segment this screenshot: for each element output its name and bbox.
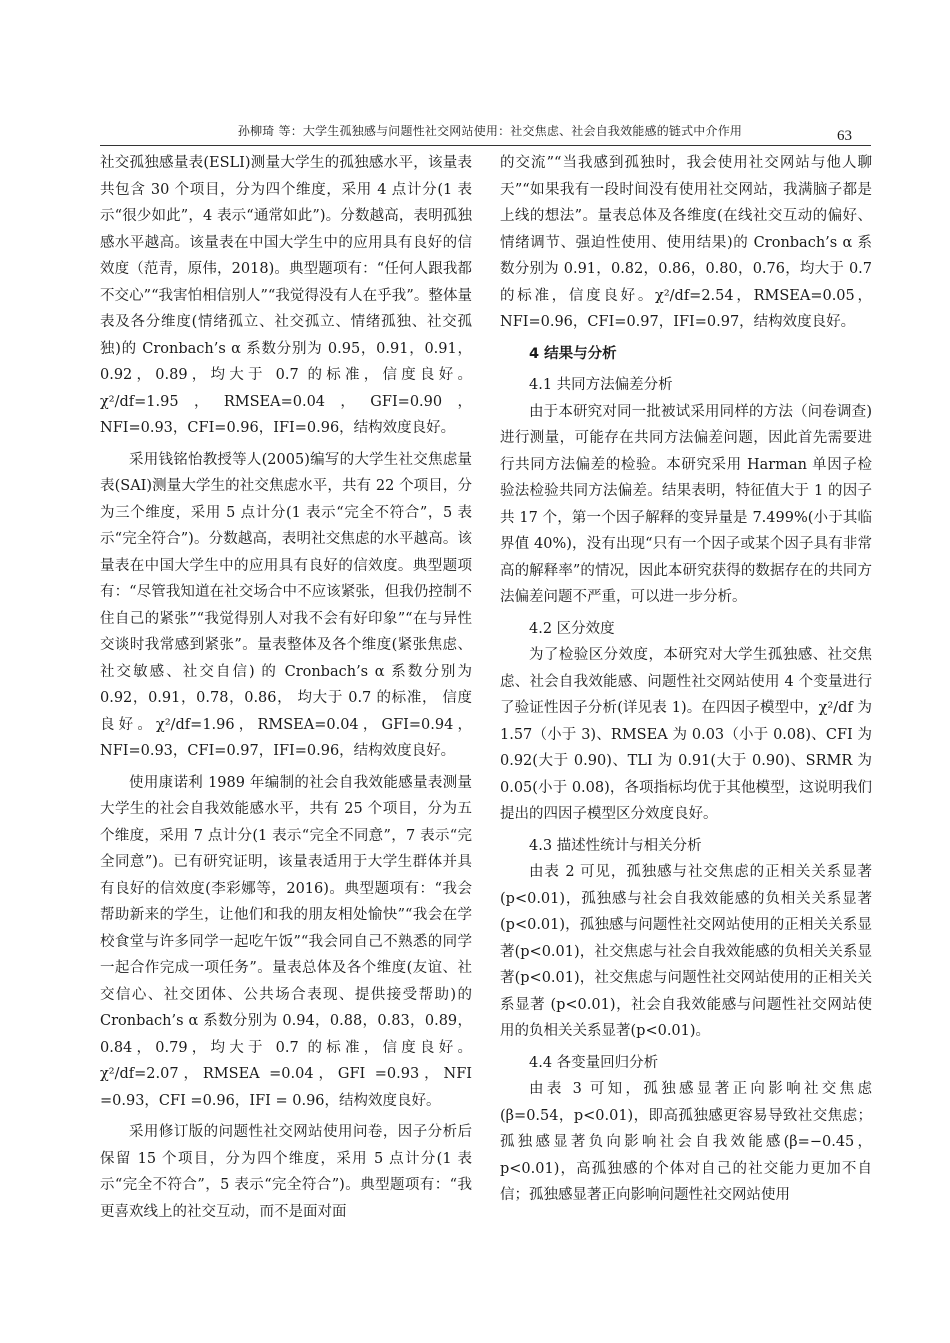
paragraph-correlation-analysis: 由表 2 可见，孤独感与社交焦虑的正相关关系显著(p<0.01)，孤独感与社会自我效能感的负相关关系显著(p<0.01)，孤独感与问题性社交网站使用的正相关关系显著(p<0.01)，社交焦虑与社会自我效能感的负相关关系显著(p<0.01)，社交焦虑与问题性社交网站使用的正相关关系显著 (p<0.01)，社会自我效能感与问题性社交网站使用的负相关关系显著(p<0.01)。 (500, 864, 872, 1039)
paragraph-loneliness-scale: 社交孤独感量表(ESLI)测量大学生的孤独感水平，该量表共包含 30 个项目，分为四个维度，采用 4 点计分(1 表示“很少如此”，4 表示“通常如此”)。分数越高，表明孤独感水平越高。该量表在中国大学生中的应用具有良好的信效度（范青，原伟，2018)。典型题项有：“任何人跟我都不交心”“我害怕相信别人”“我觉得没有人在乎我”。整体量表及各分维度(情绪孤立、社交孤立、情绪孤独、社交孤独)的 Cronbach’s α 系数分别为 0.95，0.91，0.91，0.92，0.89，均大于 0.7 的标准，信度良好。 χ²/df=1.95，RMSEA=0.04，GFI=0.90，NFI=0.93，CFI=0.96，IFI=0.96，结构效度良好。 (100, 155, 472, 436)
subsection-heading-common-method-bias: 4.1 共同方法偏差分析 (529, 377, 673, 393)
subsection-heading-descriptive-statistics: 4.3 描述性统计与相关分析 (529, 837, 702, 854)
page-number: 63 (837, 128, 852, 144)
paragraph-problematic-sns-scale: 采用修订版的问题性社交网站使用问卷，因子分析后保留 15 个项目，分为四个维度，采用 5 点计分(1 表示“完全不符合”，5 表示“完全符合”)。典型题项有：“我更喜欢线上的社交互动，而不是面对面 (100, 1124, 472, 1220)
running-header (100, 120, 880, 146)
paragraph-social-self-efficacy-scale: 使用康诺利 1989 年编制的社会自我效能感量表测量大学生的社会自我效能感水平，共有 25 个项目，分为五个维度，采用 7 点计分(1 表示“完全不同意”，7 表示“完全同意”)。已有研究证明，该量表适用于大学生群体并具有良好的信效度(李彩娜等，2016)。典型题项有：“我会帮助新来的学生，让他们和我的朋友相处愉快”“我会在学校食堂与许多同学一起吃午饭”“我会同自己不熟悉的同学一起合作完成一项任务”。量表总体及各个维度(友谊、社交信心、社交团体、公共场合表现、提供接受帮助)的 Cronbach’s α 系数分别为 0.94，0.88，0.83，0.89，0.84，0.79，均大于 0.7 的标准，信度良好。χ²/df=2.07，RMSEA =0.04，GFI =0.93，NFI =0.93，CFI =0.96，IFI = 0.96，结构效度良好。 (100, 774, 472, 1109)
right-column (500, 150, 872, 1209)
paragraph-social-anxiety-scale: 采用钱铭怡教授等人(2005)编写的大学生社交焦虑量表(SAI)测量大学生的社交焦虑水平，共有 22 个项目，分为三个维度，采用 5 点计分(1 表示“完全不符合”，5 表示“完全符合”)。分数越高，表明社交焦虑的水平越高。该量表在中国大学生中的应用具有良好的信效度。典型题项有：“尽管我知道在社交场合中不应该紧张，但我仍控制不住自己的紧张”“我觉得别人对我不会有好印象”“在与异性交谈时我常感到紧张”。量表整体及各个维度(紧张焦虑、社交敏感、社交自信) 的 Cronbach’s α 系数分别为 0.92，0.91，0.78，0.86， 均大于 0.7 的标准， 信度良好。χ²/df=1.96，RMSEA=0.04，GFI=0.94， NFI=0.93，CFI=0.97，IFI=0.96，结构效度良好。 (100, 451, 472, 759)
left-column (100, 150, 472, 1225)
subsection-heading-discriminant-validity: 4.2 区分效度 (529, 620, 615, 637)
header-rule (100, 145, 871, 146)
subsection-heading-regression-analysis: 4.4 各变量回归分析 (529, 1054, 659, 1071)
running-head-title: 孙柳琦 等：大学生孤独感与问题性社交网站使用：社交焦虑、社会自我效能感的链式中介作用 (237, 124, 743, 138)
section-heading-results: 4 结果与分析 (529, 345, 617, 362)
paragraph-discriminant-validity: 为了检验区分效度，本研究对大学生孤独感、社交焦虑、社会自我效能感、问题性社交网站使用 4 个变量进行了验证性因子分析(详见表 1)。在四因子模型中，χ²/df 为 1.57（小于 3)、RMSEA 为 0.03（小于 0.08)、CFI 为 0.92(大于 0.90)、TLI 为 0.91(大于 0.90)、SRMR 为 0.05(小于 0.08)，各项指标均优于其他模型，这说明我们提出的四因子模型区分效度良好。 (500, 647, 872, 822)
paragraph-problematic-sns-continued: 的交流”“当我感到孤独时，我会使用社交网站与他人聊天”“如果我有一段时间没有使用社交网站，我满脑子都是上线的想法”。量表总体及各维度(在线社交互动的偏好、情绪调节、强迫性使用、使用结果)的 Cronbach’s α 系数分别为 0.91，0.82，0.86，0.80，0.76，均大于 0.7 的标准，信度良好。χ²/df=2.54，RMSEA=0.05，NFI=0.96，CFI=0.97，IFI=0.97，结构效度良好。 (500, 155, 872, 330)
paragraph-common-method-bias: 由于本研究对同一批被试采用同样的方法（问卷调查)进行测量，可能存在共同方法偏差问题，因此首先需要进行共同方法偏差的检验。本研究采用 Harman 单因子检验法检验共同方法偏差。结果表明，特征值大于 1 的因子共 17 个，第一个因子解释的变异量是 7.499%(小于其临界值 40%)，没有出现“只有一个因子或某个因子具有非常高的解释率”的情况，因此本研究获得的数据存在的共同方法偏差问题不严重，可以进一步分析。 (500, 403, 872, 605)
paragraph-regression-analysis: 由表 3 可知，孤独感显著正向影响社交焦虑(β=0.54，p<0.01)，即高孤独感更容易导致社交焦虑；孤独感显著负向影响社会自我效能感(β=−0.45，p<0.01)，高孤独感的个体对自己的社交能力更加不自信；孤独感显著正向影响问题性社交网站使用 (500, 1081, 872, 1203)
